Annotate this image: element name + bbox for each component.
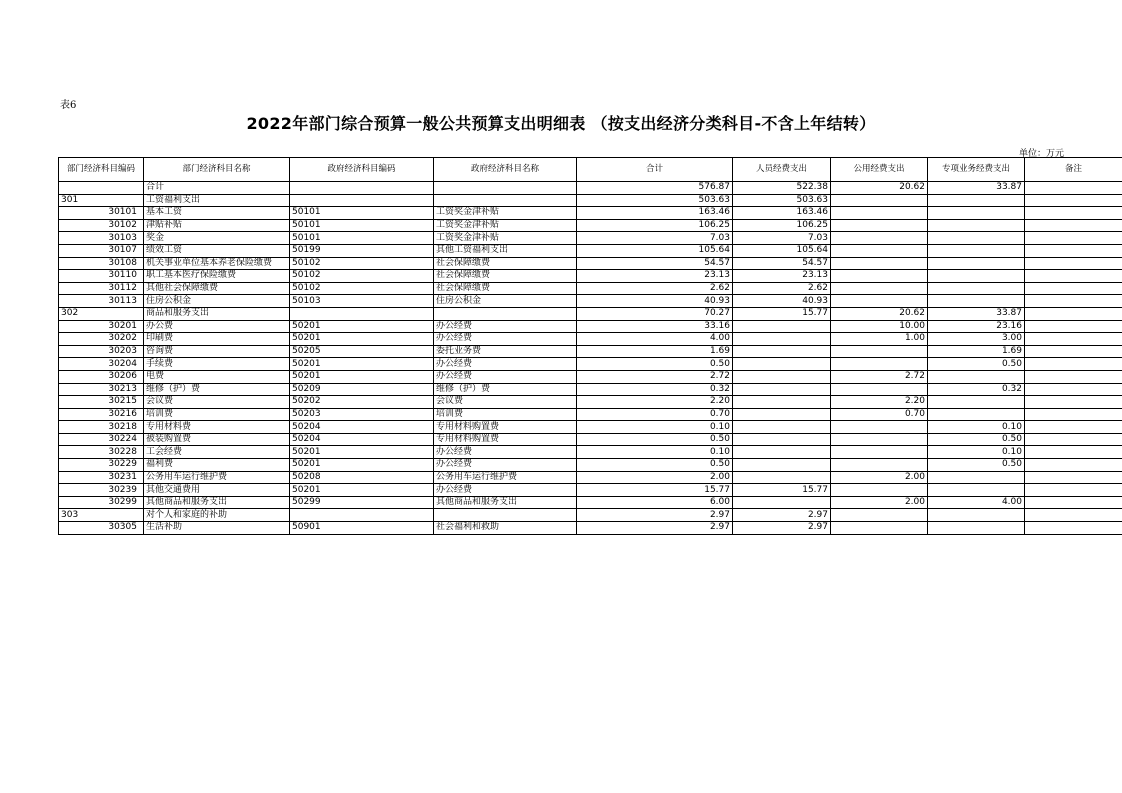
cell-gov-code: 50101: [290, 232, 434, 245]
cell-gov-name: 工资奖金津补贴: [434, 219, 577, 232]
cell-gov-name: 住房公积金: [434, 295, 577, 308]
table-row: [59, 232, 1122, 245]
cell-personnel: [733, 459, 831, 472]
cell-public: 2.00: [831, 496, 928, 509]
cell-project: [928, 207, 1025, 220]
cell-gov-code: 50208: [290, 471, 434, 484]
cell-gov-code: 50201: [290, 333, 434, 346]
cell-gov-name: 社会福利和救助: [434, 522, 577, 535]
cell-dept-code: 303: [59, 509, 144, 522]
table-row: [59, 459, 1122, 472]
cell-gov-name: 办公经费: [434, 446, 577, 459]
cell-dept-name: 生活补助: [144, 522, 290, 535]
cell-total: 2.62: [577, 282, 733, 295]
cell-gov-name: [434, 307, 577, 320]
cell-gov-code: 50102: [290, 270, 434, 283]
cell-total: 0.10: [577, 421, 733, 434]
cell-public: [831, 232, 928, 245]
cell-gov-name: 培训费: [434, 408, 577, 421]
cell-personnel: 54.57: [733, 257, 831, 270]
cell-dept-code: 30112: [59, 282, 144, 295]
cell-project: [928, 471, 1025, 484]
cell-project: [928, 232, 1025, 245]
cell-project: 3.00: [928, 333, 1025, 346]
cell-dept-code: 30206: [59, 370, 144, 383]
cell-dept-name: 其他商品和服务支出: [144, 496, 290, 509]
header-dept-name: 部门经济科目名称: [144, 158, 290, 182]
cell-dept-name: 培训费: [144, 408, 290, 421]
cell-total: 54.57: [577, 257, 733, 270]
cell-gov-name: 办公经费: [434, 459, 577, 472]
cell-personnel: [733, 396, 831, 409]
cell-dept-name: 印刷费: [144, 333, 290, 346]
cell-gov-name: 委托业务费: [434, 345, 577, 358]
cell-personnel: 503.63: [733, 194, 831, 207]
table-row: [59, 471, 1122, 484]
table-row: [59, 307, 1122, 320]
cell-project: [928, 194, 1025, 207]
cell-gov-name: 专用材料购置费: [434, 421, 577, 434]
cell-dept-name: 绩效工资: [144, 244, 290, 257]
cell-public: [831, 446, 928, 459]
cell-total: 1.69: [577, 345, 733, 358]
table-row: [59, 383, 1122, 396]
cell-dept-code: 30239: [59, 484, 144, 497]
cell-total: 2.72: [577, 370, 733, 383]
cell-remarks: [1025, 207, 1122, 220]
header-project: 专项业务经费支出: [928, 158, 1025, 182]
cell-project: [928, 408, 1025, 421]
cell-gov-name: 办公经费: [434, 370, 577, 383]
cell-gov-code: 50101: [290, 219, 434, 232]
cell-public: [831, 345, 928, 358]
cell-dept-name: 奖金: [144, 232, 290, 245]
cell-personnel: 106.25: [733, 219, 831, 232]
cell-remarks: [1025, 383, 1122, 396]
cell-gov-code: [290, 194, 434, 207]
cell-dept-code: 30213: [59, 383, 144, 396]
cell-total: 23.13: [577, 270, 733, 283]
cell-remarks: [1025, 433, 1122, 446]
cell-total: 106.25: [577, 219, 733, 232]
cell-gov-code: 50201: [290, 320, 434, 333]
cell-personnel: [733, 370, 831, 383]
cell-project: [928, 522, 1025, 535]
cell-dept-code: 30228: [59, 446, 144, 459]
cell-public: 2.72: [831, 370, 928, 383]
cell-public: 20.62: [831, 182, 928, 195]
cell-gov-code: 50204: [290, 421, 434, 434]
cell-gov-name: 其他工资福利支出: [434, 244, 577, 257]
cell-public: [831, 219, 928, 232]
cell-remarks: [1025, 320, 1122, 333]
page-title: 2022年部门综合预算一般公共预算支出明细表 （按支出经济分类科目-不含上年结转）: [246, 114, 876, 133]
cell-total: 4.00: [577, 333, 733, 346]
cell-dept-code: 30103: [59, 232, 144, 245]
cell-gov-code: 50209: [290, 383, 434, 396]
cell-gov-name: 办公经费: [434, 333, 577, 346]
cell-total: 0.10: [577, 446, 733, 459]
cell-dept-name: 其他交通费用: [144, 484, 290, 497]
cell-dept-code: 301: [59, 194, 144, 207]
cell-gov-name: [434, 194, 577, 207]
cell-dept-code: 30110: [59, 270, 144, 283]
cell-personnel: [733, 345, 831, 358]
cell-project: 0.50: [928, 459, 1025, 472]
cell-dept-name: 被装购置费: [144, 433, 290, 446]
table-row: [59, 408, 1122, 421]
cell-total: 2.20: [577, 396, 733, 409]
table-row: [59, 333, 1122, 346]
cell-remarks: [1025, 358, 1122, 371]
cell-public: 2.20: [831, 396, 928, 409]
cell-personnel: [733, 408, 831, 421]
cell-gov-code: 50901: [290, 522, 434, 535]
cell-gov-code: 50202: [290, 396, 434, 409]
table-row: [59, 484, 1122, 497]
cell-gov-code: 50201: [290, 459, 434, 472]
cell-dept-name: 电费: [144, 370, 290, 383]
cell-total: 0.32: [577, 383, 733, 396]
table-number-label: 表6: [60, 100, 77, 111]
cell-dept-code: 30216: [59, 408, 144, 421]
cell-dept-name: 手续费: [144, 358, 290, 371]
cell-gov-name: 维修（护）费: [434, 383, 577, 396]
cell-personnel: 2.62: [733, 282, 831, 295]
cell-public: [831, 270, 928, 283]
cell-project: 33.87: [928, 182, 1025, 195]
cell-dept-name: 工资福利支出: [144, 194, 290, 207]
cell-gov-code: [290, 509, 434, 522]
table-row: [59, 320, 1122, 333]
cell-personnel: 15.77: [733, 484, 831, 497]
cell-personnel: [733, 383, 831, 396]
cell-personnel: [733, 320, 831, 333]
cell-dept-name: 对个人和家庭的补助: [144, 509, 290, 522]
cell-project: [928, 257, 1025, 270]
header-public: 公用经费支出: [831, 158, 928, 182]
cell-project: 0.32: [928, 383, 1025, 396]
cell-public: [831, 509, 928, 522]
cell-gov-name: [434, 182, 577, 195]
cell-total: 0.70: [577, 408, 733, 421]
cell-gov-code: 50103: [290, 295, 434, 308]
cell-public: [831, 244, 928, 257]
header-gov-name: 政府经济科目名称: [434, 158, 577, 182]
cell-gov-code: 50201: [290, 370, 434, 383]
cell-dept-code: 30229: [59, 459, 144, 472]
cell-remarks: [1025, 257, 1122, 270]
cell-remarks: [1025, 270, 1122, 283]
cell-remarks: [1025, 232, 1122, 245]
budget-detail-table: [58, 157, 1122, 535]
cell-project: [928, 509, 1025, 522]
cell-total: 15.77: [577, 484, 733, 497]
cell-gov-code: 50201: [290, 358, 434, 371]
cell-gov-code: 50201: [290, 484, 434, 497]
cell-personnel: [733, 421, 831, 434]
cell-dept-code: 30218: [59, 421, 144, 434]
cell-dept-name: 工会经费: [144, 446, 290, 459]
cell-personnel: [733, 471, 831, 484]
cell-remarks: [1025, 282, 1122, 295]
cell-remarks: [1025, 471, 1122, 484]
cell-remarks: [1025, 509, 1122, 522]
cell-gov-code: 50102: [290, 257, 434, 270]
cell-total: 576.87: [577, 182, 733, 195]
cell-remarks: [1025, 446, 1122, 459]
cell-remarks: [1025, 370, 1122, 383]
cell-dept-code: 30107: [59, 244, 144, 257]
cell-public: [831, 207, 928, 220]
cell-project: 23.16: [928, 320, 1025, 333]
cell-dept-name: 其他社会保障缴费: [144, 282, 290, 295]
cell-total: 6.00: [577, 496, 733, 509]
cell-dept-name: 专用材料费: [144, 421, 290, 434]
cell-project: [928, 270, 1025, 283]
cell-project: 0.50: [928, 358, 1025, 371]
cell-dept-name: 公务用车运行维护费: [144, 471, 290, 484]
table-body: [59, 182, 1122, 535]
table-row: [59, 182, 1122, 195]
cell-remarks: [1025, 484, 1122, 497]
cell-gov-code: 50101: [290, 207, 434, 220]
cell-remarks: [1025, 496, 1122, 509]
cell-public: 10.00: [831, 320, 928, 333]
table-row: [59, 270, 1122, 283]
cell-total: 2.97: [577, 522, 733, 535]
cell-public: [831, 484, 928, 497]
cell-personnel: 2.97: [733, 522, 831, 535]
table-row: [59, 295, 1122, 308]
cell-personnel: 2.97: [733, 509, 831, 522]
cell-dept-code: 30204: [59, 358, 144, 371]
cell-remarks: [1025, 396, 1122, 409]
cell-project: 0.10: [928, 446, 1025, 459]
cell-gov-name: 办公经费: [434, 484, 577, 497]
cell-project: 0.10: [928, 421, 1025, 434]
cell-dept-name: 维修（护）费: [144, 383, 290, 396]
cell-public: [831, 421, 928, 434]
cell-remarks: [1025, 522, 1122, 535]
cell-dept-name: 会议费: [144, 396, 290, 409]
header-gov-code: 政府经济科目编码: [290, 158, 434, 182]
cell-gov-name: 社会保障缴费: [434, 257, 577, 270]
table-header-row: [59, 158, 1122, 182]
cell-personnel: 522.38: [733, 182, 831, 195]
cell-project: [928, 370, 1025, 383]
cell-dept-name: 基本工资: [144, 207, 290, 220]
cell-dept-name: 住房公积金: [144, 295, 290, 308]
cell-gov-name: 工资奖金津补贴: [434, 232, 577, 245]
table-row: [59, 244, 1122, 257]
cell-dept-code: 30215: [59, 396, 144, 409]
table-row: [59, 207, 1122, 220]
cell-gov-code: 50204: [290, 433, 434, 446]
cell-dept-code: 30299: [59, 496, 144, 509]
table-row: [59, 446, 1122, 459]
cell-personnel: 163.46: [733, 207, 831, 220]
table-row: [59, 509, 1122, 522]
cell-gov-name: 工资奖金津补贴: [434, 207, 577, 220]
cell-remarks: [1025, 333, 1122, 346]
cell-public: [831, 383, 928, 396]
cell-remarks: [1025, 307, 1122, 320]
cell-dept-code: 30203: [59, 345, 144, 358]
cell-personnel: [733, 446, 831, 459]
cell-gov-name: 会议费: [434, 396, 577, 409]
cell-personnel: [733, 433, 831, 446]
cell-project: [928, 219, 1025, 232]
table-row: [59, 433, 1122, 446]
cell-dept-name: 福利费: [144, 459, 290, 472]
table-row: [59, 219, 1122, 232]
cell-personnel: 7.03: [733, 232, 831, 245]
cell-total: 105.64: [577, 244, 733, 257]
cell-dept-code: 30305: [59, 522, 144, 535]
cell-total: 70.27: [577, 307, 733, 320]
cell-personnel: [733, 496, 831, 509]
cell-dept-code: 30201: [59, 320, 144, 333]
cell-public: 20.62: [831, 307, 928, 320]
cell-public: [831, 522, 928, 535]
cell-total: 33.16: [577, 320, 733, 333]
cell-personnel: [733, 333, 831, 346]
cell-total: 40.93: [577, 295, 733, 308]
cell-remarks: [1025, 459, 1122, 472]
cell-project: 1.69: [928, 345, 1025, 358]
cell-project: 0.50: [928, 433, 1025, 446]
cell-public: [831, 295, 928, 308]
cell-gov-code: 50299: [290, 496, 434, 509]
cell-personnel: 15.77: [733, 307, 831, 320]
header-remarks: 备注: [1025, 158, 1122, 182]
cell-public: [831, 282, 928, 295]
cell-gov-code: 50203: [290, 408, 434, 421]
table-row: [59, 496, 1122, 509]
cell-remarks: [1025, 345, 1122, 358]
unit-label: 单位：万元: [1018, 149, 1064, 159]
cell-gov-name: 其他商品和服务支出: [434, 496, 577, 509]
cell-gov-code: 50102: [290, 282, 434, 295]
cell-personnel: [733, 358, 831, 371]
cell-dept-code: 30102: [59, 219, 144, 232]
cell-project: 33.87: [928, 307, 1025, 320]
cell-public: 2.00: [831, 471, 928, 484]
table-row: [59, 396, 1122, 409]
cell-gov-name: [434, 509, 577, 522]
cell-dept-code: 30202: [59, 333, 144, 346]
cell-public: [831, 358, 928, 371]
cell-personnel: 105.64: [733, 244, 831, 257]
cell-dept-code: 30108: [59, 257, 144, 270]
cell-remarks: [1025, 295, 1122, 308]
cell-project: [928, 396, 1025, 409]
cell-project: [928, 282, 1025, 295]
cell-public: [831, 257, 928, 270]
header-total: 合计: [577, 158, 733, 182]
cell-dept-code: 30113: [59, 295, 144, 308]
cell-dept-name: 职工基本医疗保险缴费: [144, 270, 290, 283]
header-dept-code: 部门经济科目编码: [59, 158, 144, 182]
cell-public: 1.00: [831, 333, 928, 346]
cell-public: [831, 194, 928, 207]
cell-personnel: 23.13: [733, 270, 831, 283]
table-row: [59, 370, 1122, 383]
cell-dept-code: 30224: [59, 433, 144, 446]
table-row: [59, 522, 1122, 535]
cell-dept-code: [59, 182, 144, 195]
table-row: [59, 421, 1122, 434]
cell-remarks: [1025, 194, 1122, 207]
cell-dept-name: 商品和服务支出: [144, 307, 290, 320]
cell-remarks: [1025, 244, 1122, 257]
cell-gov-name: 办公经费: [434, 358, 577, 371]
cell-remarks: [1025, 408, 1122, 421]
cell-dept-code: 30101: [59, 207, 144, 220]
cell-gov-name: 专用材料购置费: [434, 433, 577, 446]
cell-remarks: [1025, 421, 1122, 434]
cell-total: 0.50: [577, 358, 733, 371]
cell-remarks: [1025, 219, 1122, 232]
table-row: [59, 358, 1122, 371]
cell-project: [928, 295, 1025, 308]
cell-dept-name: 办公费: [144, 320, 290, 333]
header-personnel: 人员经费支出: [733, 158, 831, 182]
cell-remarks: [1025, 182, 1122, 195]
cell-dept-name: 机关事业单位基本养老保险缴费: [144, 257, 290, 270]
cell-dept-name: 咨询费: [144, 345, 290, 358]
cell-dept-name: 合计: [144, 182, 290, 195]
cell-gov-name: 社会保障缴费: [434, 270, 577, 283]
table-row: [59, 345, 1122, 358]
cell-public: [831, 459, 928, 472]
cell-gov-code: 50205: [290, 345, 434, 358]
cell-total: 0.50: [577, 459, 733, 472]
cell-gov-code: [290, 182, 434, 195]
table-row: [59, 282, 1122, 295]
cell-total: 7.03: [577, 232, 733, 245]
table-row: [59, 194, 1122, 207]
cell-personnel: 40.93: [733, 295, 831, 308]
cell-public: [831, 433, 928, 446]
cell-gov-name: 公务用车运行维护费: [434, 471, 577, 484]
cell-gov-name: 办公经费: [434, 320, 577, 333]
cell-dept-name: 津贴补贴: [144, 219, 290, 232]
cell-public: 0.70: [831, 408, 928, 421]
cell-total: 2.97: [577, 509, 733, 522]
cell-dept-code: 30231: [59, 471, 144, 484]
cell-gov-name: 社会保障缴费: [434, 282, 577, 295]
cell-dept-code: 302: [59, 307, 144, 320]
cell-gov-code: [290, 307, 434, 320]
cell-project: [928, 244, 1025, 257]
cell-total: 163.46: [577, 207, 733, 220]
table-row: [59, 257, 1122, 270]
cell-total: 503.63: [577, 194, 733, 207]
cell-gov-code: 50199: [290, 244, 434, 257]
cell-gov-code: 50201: [290, 446, 434, 459]
cell-project: [928, 484, 1025, 497]
cell-total: 0.50: [577, 433, 733, 446]
cell-project: 4.00: [928, 496, 1025, 509]
cell-total: 2.00: [577, 471, 733, 484]
